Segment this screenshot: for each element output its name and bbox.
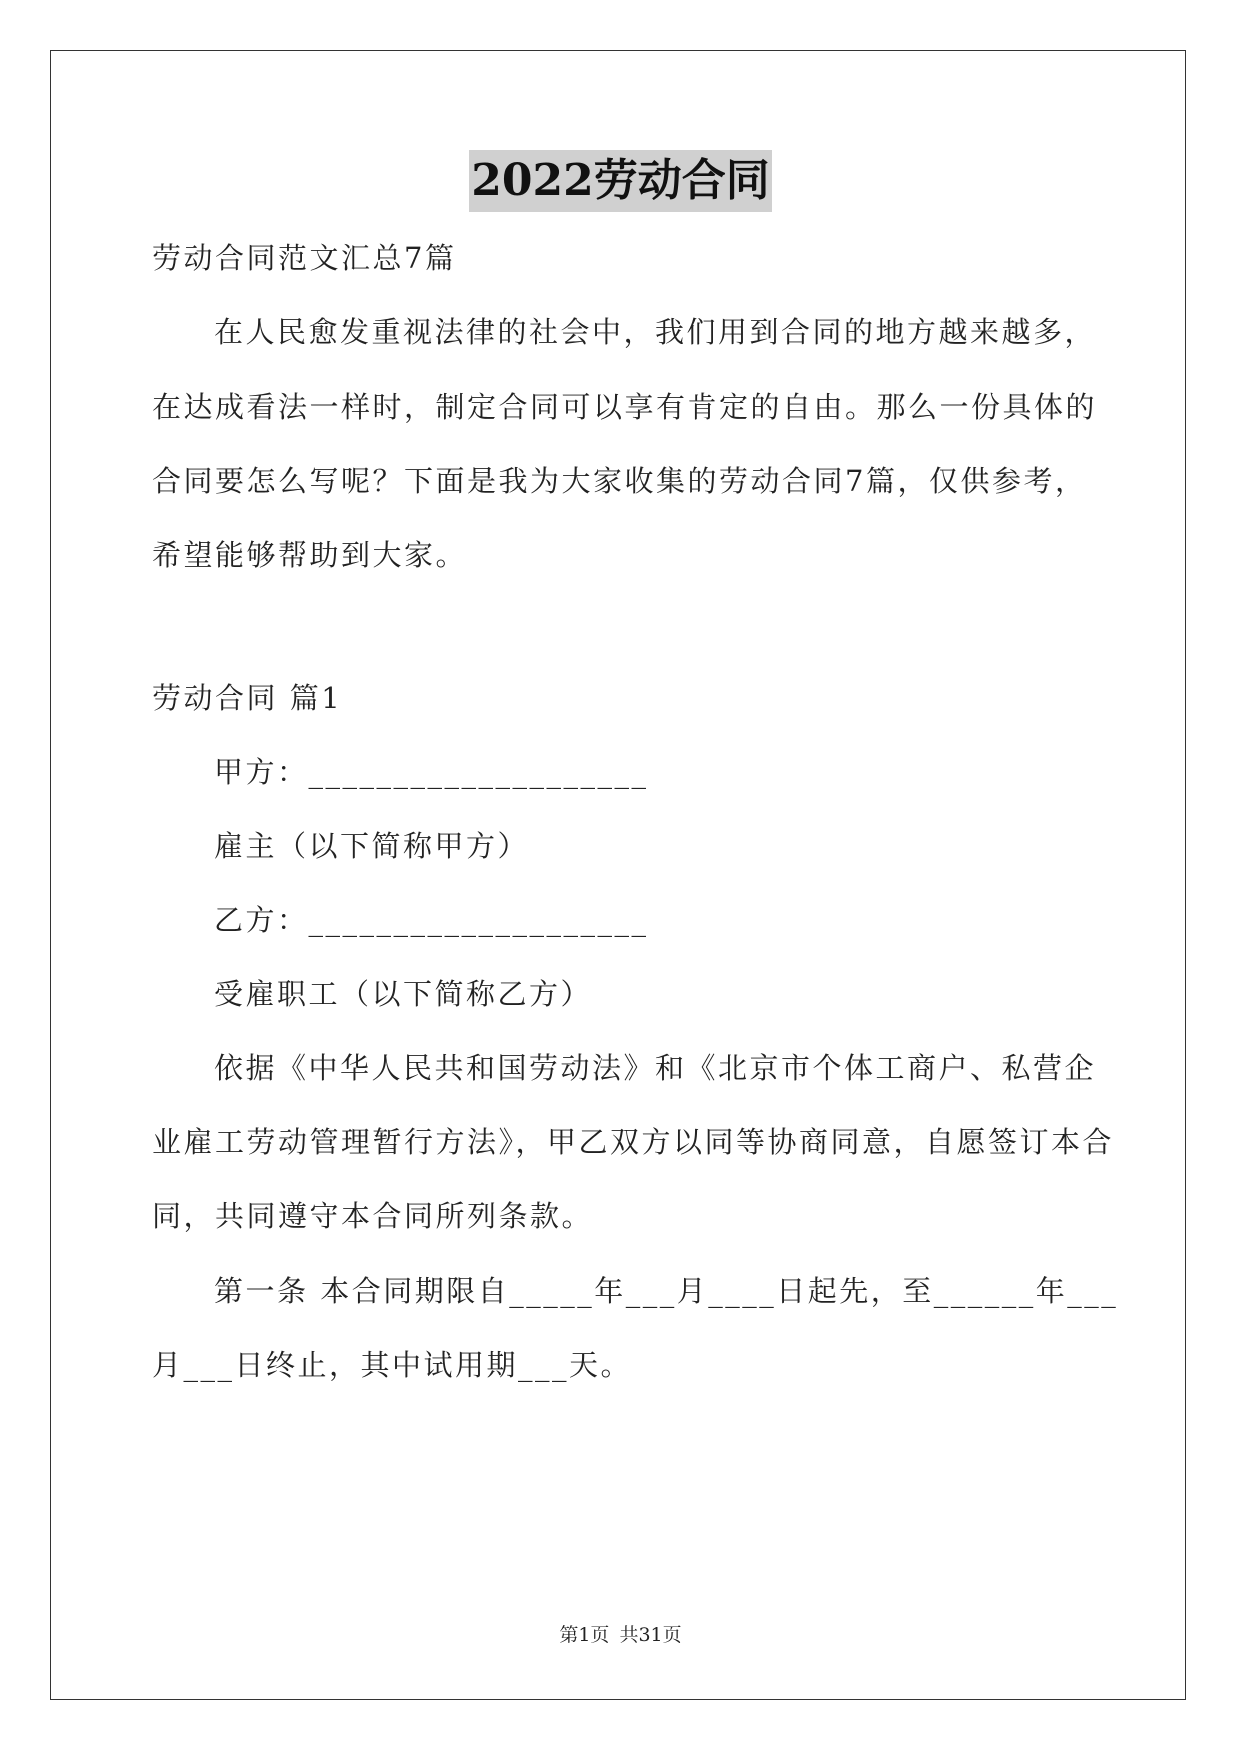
- basis-line-2: 业雇工劳动管理暂行方法》，甲乙双方以同等协商同意，自愿签订本合: [152, 1125, 1115, 1159]
- party-a-desc: 雇主（以下简称甲方）: [214, 829, 530, 863]
- intro-line-4: 希望能够帮助到大家。: [152, 538, 468, 572]
- intro-line-1: 在人民愈发重视法律的社会中，我们用到合同的地方越来越多，: [214, 315, 1097, 349]
- basis-line-3: 同，共同遵守本合同所列条款。: [152, 1199, 594, 1233]
- intro-line-2: 在达成看法一样时，制定合同可以享有肯定的自由。那么一份具体的: [152, 390, 1098, 424]
- party-a-line: 甲方：____________________: [214, 755, 649, 789]
- title-container: [0, 150, 1241, 212]
- intro-line-3: 合同要怎么写呢？下面是我为大家收集的劳动合同7篇，仅供参考，: [152, 464, 1087, 498]
- document-subtitle: 劳动合同范文汇总7篇: [152, 241, 457, 275]
- party-b-desc: 受雇职工（以下简称乙方）: [214, 977, 593, 1011]
- section-heading: 劳动合同 篇1: [152, 681, 343, 715]
- basis-line-1: 依据《中华人民共和国劳动法》和《北京市个体工商户、私营企: [214, 1051, 1097, 1085]
- page-border: [50, 50, 1186, 1700]
- article-1-line-2: 月___日终止，其中试用期___天。: [152, 1348, 633, 1382]
- page-footer: 第1页 共31页: [559, 1624, 682, 1646]
- document-title: 2022劳动合同: [469, 150, 771, 212]
- article-1-line-1: 第一条 本合同期限自_____年___月____日起先，至______年___: [214, 1274, 1119, 1308]
- party-b-line: 乙方：____________________: [214, 903, 649, 937]
